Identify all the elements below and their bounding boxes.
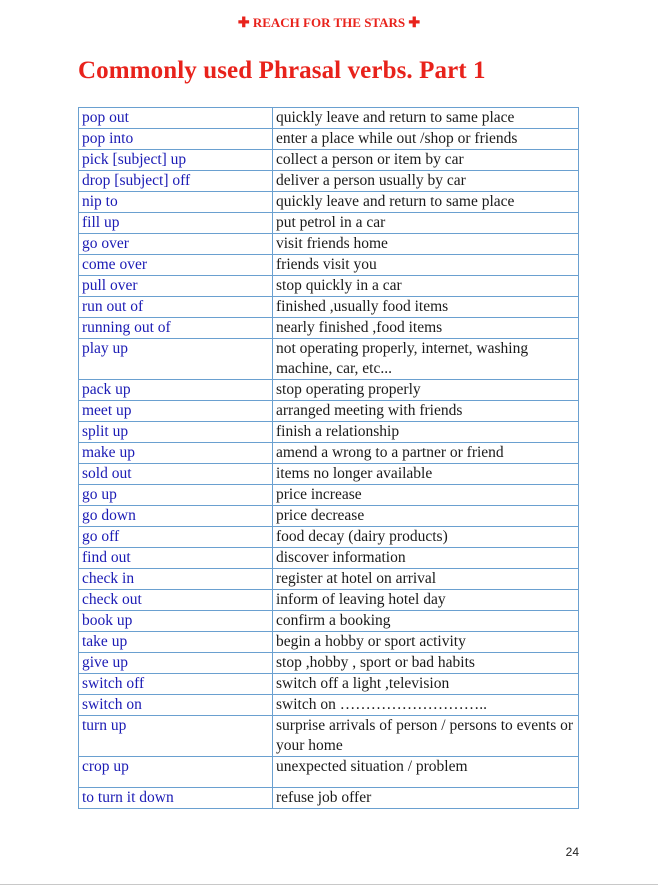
table-row — [79, 318, 579, 339]
verb-cell: pack up — [79, 380, 273, 401]
meaning-cell: surprise arrivals of person / persons to events or your home — [273, 716, 579, 757]
verb-cell: check out — [79, 590, 273, 611]
meaning-cell: visit friends home — [273, 234, 579, 255]
meaning-cell: begin a hobby or sport activity — [273, 632, 579, 653]
table-row — [79, 464, 579, 485]
meaning-cell: discover information — [273, 548, 579, 569]
table-row — [79, 234, 579, 255]
meaning-cell: unexpected situation / problem — [273, 757, 579, 788]
verb-cell: pick [subject] up — [79, 150, 273, 171]
verb-cell: check in — [79, 569, 273, 590]
phrasal-verbs-table — [78, 107, 579, 809]
table-row — [79, 255, 579, 276]
meaning-cell: amend a wrong to a partner or friend — [273, 443, 579, 464]
table-row — [79, 548, 579, 569]
meaning-cell: refuse job offer — [273, 788, 579, 809]
table-row — [79, 422, 579, 443]
verb-cell: pop out — [79, 108, 273, 129]
verb-cell: pop into — [79, 129, 273, 150]
meaning-cell: quickly leave and return to same place — [273, 108, 579, 129]
table-row — [79, 443, 579, 464]
table-row — [79, 695, 579, 716]
verb-cell: fill up — [79, 213, 273, 234]
verb-cell: go over — [79, 234, 273, 255]
verb-cell: switch on — [79, 695, 273, 716]
meaning-cell: stop quickly in a car — [273, 276, 579, 297]
meaning-cell: enter a place while out /shop or friends — [273, 129, 579, 150]
verb-cell: come over — [79, 255, 273, 276]
meaning-cell: price decrease — [273, 506, 579, 527]
meaning-cell: confirm a booking — [273, 611, 579, 632]
table-row — [79, 339, 579, 380]
verb-cell: find out — [79, 548, 273, 569]
meaning-cell: inform of leaving hotel day — [273, 590, 579, 611]
table-row — [79, 569, 579, 590]
table-row — [79, 150, 579, 171]
table-row — [79, 527, 579, 548]
verb-cell: play up — [79, 339, 273, 380]
table-row — [79, 485, 579, 506]
meaning-cell: friends visit you — [273, 255, 579, 276]
meaning-cell: food decay (dairy products) — [273, 527, 579, 548]
verb-cell: switch off — [79, 674, 273, 695]
meaning-cell: deliver a person usually by car — [273, 171, 579, 192]
verb-cell: give up — [79, 653, 273, 674]
verb-cell: drop [subject] off — [79, 171, 273, 192]
meaning-cell: quickly leave and return to same place — [273, 192, 579, 213]
table-row — [79, 192, 579, 213]
verb-cell: book up — [79, 611, 273, 632]
page-header — [0, 15, 658, 32]
table-row — [79, 108, 579, 129]
verb-cell: go up — [79, 485, 273, 506]
verb-cell: go down — [79, 506, 273, 527]
verb-cell: crop up — [79, 757, 273, 788]
verb-cell: pull over — [79, 276, 273, 297]
table-row — [79, 757, 579, 788]
meaning-cell: arranged meeting with friends — [273, 401, 579, 422]
meaning-cell: price increase — [273, 485, 579, 506]
table-row — [79, 129, 579, 150]
meaning-cell: register at hotel on arrival — [273, 569, 579, 590]
meaning-cell: finish a relationship — [273, 422, 579, 443]
meaning-cell: switch on ……………………….. — [273, 695, 579, 716]
table-row — [79, 213, 579, 234]
verb-cell: make up — [79, 443, 273, 464]
page-bottom-divider — [0, 884, 658, 885]
table-row — [79, 380, 579, 401]
meaning-cell: collect a person or item by car — [273, 150, 579, 171]
verb-cell: turn up — [79, 716, 273, 757]
verb-cell: go off — [79, 527, 273, 548]
cross-star-icon: ✚ — [237, 16, 250, 31]
table-row — [79, 611, 579, 632]
table-row — [79, 171, 579, 192]
table-row — [79, 297, 579, 318]
meaning-cell: items no longer available — [273, 464, 579, 485]
cross-star-icon: ✚ — [408, 16, 421, 31]
page-number: 24 — [565, 845, 579, 859]
verb-cell: split up — [79, 422, 273, 443]
table-row — [79, 653, 579, 674]
table-row — [79, 401, 579, 422]
verb-cell: meet up — [79, 401, 273, 422]
meaning-cell: switch off a light ,television — [273, 674, 579, 695]
verb-cell: run out of — [79, 297, 273, 318]
table-row — [79, 590, 579, 611]
table-row — [79, 632, 579, 653]
meaning-cell: put petrol in a car — [273, 213, 579, 234]
page-title: Commonly used Phrasal verbs. Part 1 — [78, 57, 486, 84]
verb-cell: sold out — [79, 464, 273, 485]
verb-cell: running out of — [79, 318, 273, 339]
header-text: REACH FOR THE STARS — [252, 15, 406, 30]
table-row — [79, 788, 579, 809]
table-row — [79, 276, 579, 297]
meaning-cell: not operating properly, internet, washing machine, car, etc... — [273, 339, 579, 380]
table-row — [79, 716, 579, 757]
meaning-cell: stop operating properly — [273, 380, 579, 401]
verb-cell: to turn it down — [79, 788, 273, 809]
table-row — [79, 506, 579, 527]
meaning-cell: finished ,usually food items — [273, 297, 579, 318]
table-row — [79, 674, 579, 695]
meaning-cell: stop ,hobby , sport or bad habits — [273, 653, 579, 674]
meaning-cell: nearly finished ,food items — [273, 318, 579, 339]
verb-cell: nip to — [79, 192, 273, 213]
verb-cell: take up — [79, 632, 273, 653]
